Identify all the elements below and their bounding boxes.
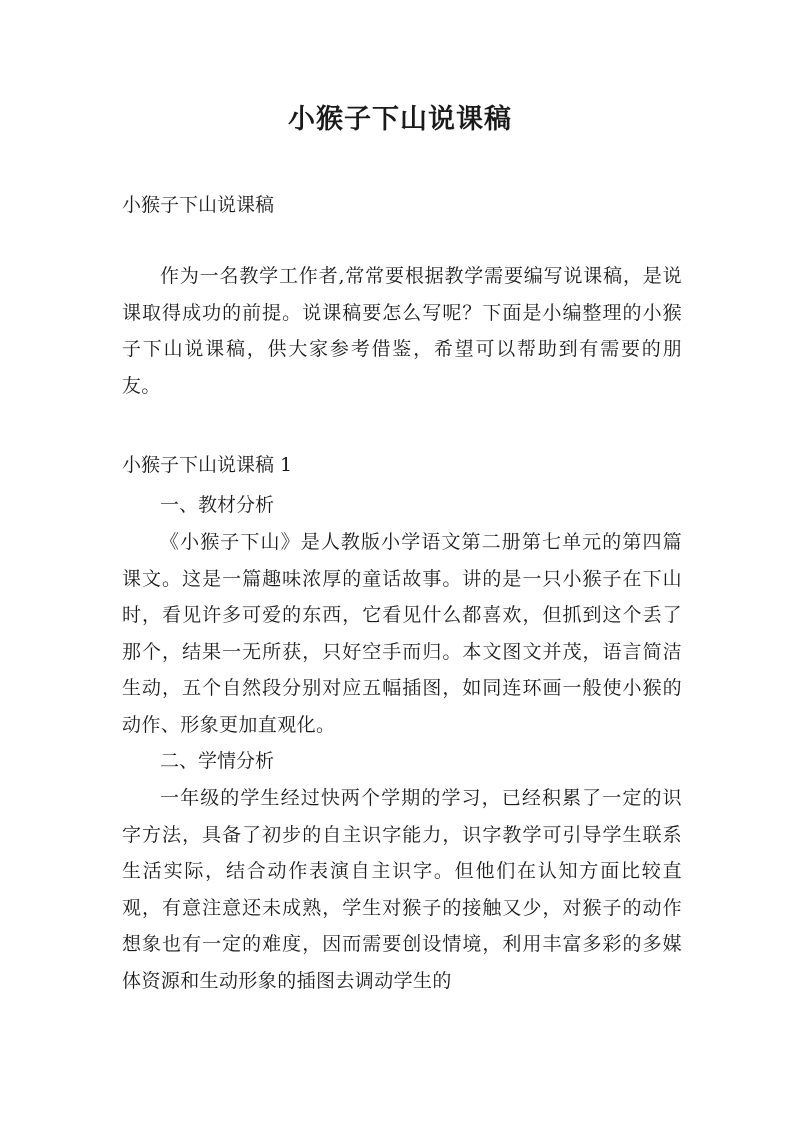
paragraph-student-analysis: 一年级的学生经过快两个学期的学习，已经积累了一定的识字方法，具备了初步的自主识字能力，识字教学可引导学生联系生活实际，结合动作表演自主识字。但他们在认知方面比较直观，有意注意还未成熟，学生对猴子的接触又少，对猴子的动作想象也有一定的难度，因而需要创设情境，利用丰富多彩的多媒体资源和生动形象的插图去调动学生的 [122, 787, 682, 992]
document-title: 小猴子下山说课稿 [288, 104, 512, 135]
document-subtitle: 小猴子下山说课稿 [122, 194, 275, 216]
intro-paragraph: 作为一名教学工作者,常常要根据教学需要编写说课稿，是说课取得成功的前提。说课稿要怎么写呢？下面是小编整理的小猴子下山说课稿，供大家参考借鉴，希望可以帮助到有需要的朋友。 [122, 265, 682, 397]
heading-student-analysis: 二、学情分析 [160, 750, 275, 772]
paragraph-textbook-analysis: 《小猴子下山》是人教版小学语文第二册第七单元的第四篇课文。这是一篇趣味浓厚的童话故事。讲的是一只小猴子在下山时，看见许多可爱的东西，它看见什么都喜欢，但抓到这个丢了那个，结果一无所获，只好空手而归。本文图文并茂，语言简洁生动，五个自然段分别对应五幅插图，如同连环画一般使小猴的动作、形象更加直观化。 [122, 531, 682, 736]
section-title: 小猴子下山说课稿 1 [122, 454, 293, 476]
heading-textbook-analysis: 一、教材分析 [160, 494, 275, 516]
